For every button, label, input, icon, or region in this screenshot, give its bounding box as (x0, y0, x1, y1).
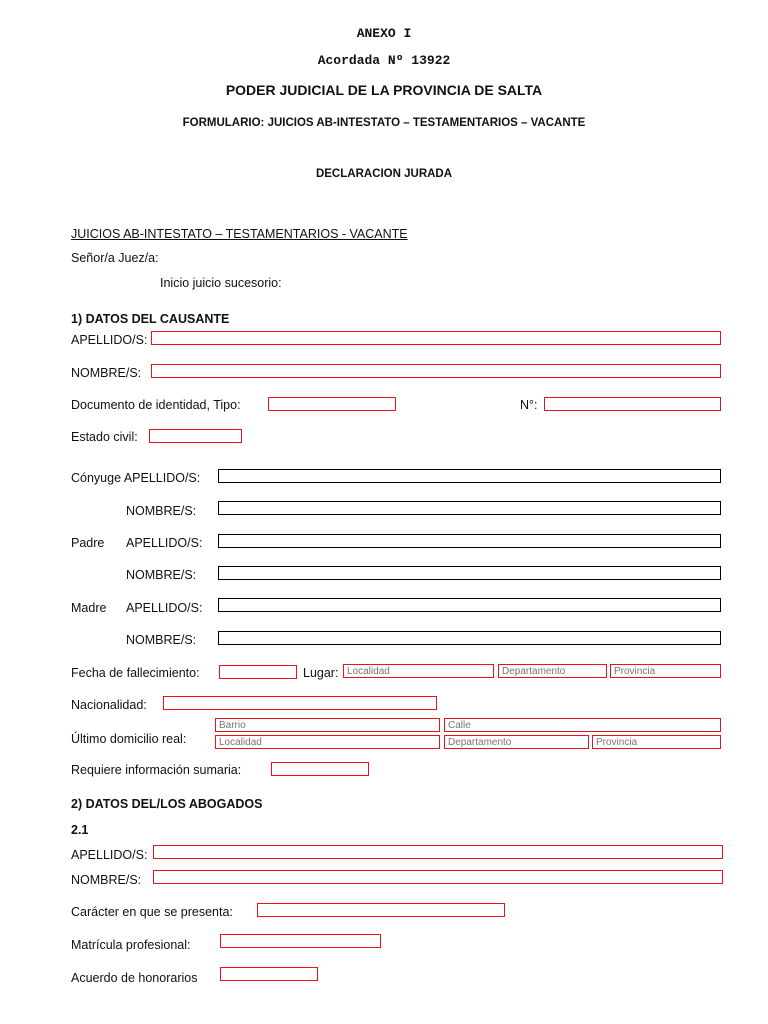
domicilio-calle-input[interactable] (444, 718, 721, 732)
padre-label: Padre (71, 536, 105, 550)
documento-tipo-input[interactable] (268, 397, 396, 411)
conyuge-apellido-label: Cónyuge APELLIDO/S: (71, 471, 201, 485)
estado-civil-input[interactable] (149, 429, 242, 443)
salutation: Señor/a Juez/a: (71, 251, 159, 265)
madre-apellido-label: APELLIDO/S: (126, 601, 203, 615)
subject-line: Inicio juicio sucesorio: (160, 276, 282, 290)
causante-nombre-input[interactable] (151, 364, 721, 378)
conyuge-nombre-label: NOMBRE/S: (126, 504, 197, 518)
domicilio-barrio-input[interactable] (215, 718, 440, 732)
estado-civil-label: Estado civil: (71, 430, 138, 444)
fecha-fallecimiento-input[interactable] (219, 665, 297, 679)
acordada-number: Acordada Nº 13922 (317, 53, 451, 68)
matricula-input[interactable] (220, 934, 381, 948)
domicilio-departamento-input[interactable] (444, 735, 589, 749)
padre-apellido-label: APELLIDO/S: (126, 536, 203, 550)
causante-apellido-label: APELLIDO/S: (71, 333, 148, 347)
padre-nombre-label: NOMBRE/S: (126, 568, 197, 582)
madre-label: Madre (71, 601, 107, 615)
sumaria-label: Requiere información sumaria: (71, 763, 242, 777)
padre-nombre-input[interactable] (218, 566, 721, 580)
padre-apellido-input[interactable] (218, 534, 721, 548)
domicilio-label: Último domicilio real: (71, 732, 187, 746)
lugar-label: Lugar: (303, 666, 339, 680)
domicilio-provincia-input[interactable] (592, 735, 721, 749)
caracter-input[interactable] (257, 903, 505, 917)
abogado-nombre-input[interactable] (153, 870, 723, 884)
abogados-section-title: 2) DATOS DEL/LOS ABOGADOS (71, 797, 263, 811)
fecha-fallecimiento-label: Fecha de fallecimiento: (71, 666, 200, 680)
lugar-departamento-input[interactable] (498, 664, 607, 678)
nacionalidad-label: Nacionalidad: (71, 698, 147, 712)
abogado-subsection-number: 2.1 (71, 823, 89, 837)
matricula-label: Matrícula profesional: (71, 938, 191, 952)
abogado-apellido-input[interactable] (153, 845, 723, 859)
madre-nombre-label: NOMBRE/S: (126, 633, 197, 647)
annex-number: ANEXO I (356, 26, 412, 41)
honorarios-input[interactable] (220, 967, 318, 981)
documento-numero-input[interactable] (544, 397, 721, 411)
institution-title: PODER JUDICIAL DE LA PROVINCIA DE SALTA (225, 82, 543, 98)
caracter-label: Carácter en que se presenta: (71, 905, 233, 919)
domicilio-localidad-input[interactable] (215, 735, 440, 749)
conyuge-apellido-input[interactable] (218, 469, 721, 483)
documento-tipo-label: Documento de identidad, Tipo: (71, 398, 241, 412)
declaration-title: DECLARACION JURADA (315, 168, 453, 180)
honorarios-label: Acuerdo de honorarios (71, 971, 198, 985)
lugar-provincia-input[interactable] (610, 664, 721, 678)
abogado-nombre-label: NOMBRE/S: (71, 873, 142, 887)
sumaria-input[interactable] (271, 762, 369, 776)
conyuge-nombre-input[interactable] (218, 501, 721, 515)
causante-nombre-label: NOMBRE/S: (71, 366, 142, 380)
causante-section-title: 1) DATOS DEL CAUSANTE (71, 312, 230, 326)
madre-apellido-input[interactable] (218, 598, 721, 612)
madre-nombre-input[interactable] (218, 631, 721, 645)
abogado-apellido-label: APELLIDO/S: (71, 848, 148, 862)
nacionalidad-input[interactable] (163, 696, 437, 710)
causante-apellido-input[interactable] (151, 331, 721, 345)
lugar-localidad-input[interactable] (343, 664, 494, 678)
section-heading: JUICIOS AB-INTESTATO – TESTAMENTARIOS - VACANTE (71, 227, 408, 241)
documento-numero-label: N°: (520, 398, 538, 412)
form-title: FORMULARIO: JUICIOS AB-INTESTATO – TESTAMENTARIOS – VACANTE (182, 117, 586, 129)
